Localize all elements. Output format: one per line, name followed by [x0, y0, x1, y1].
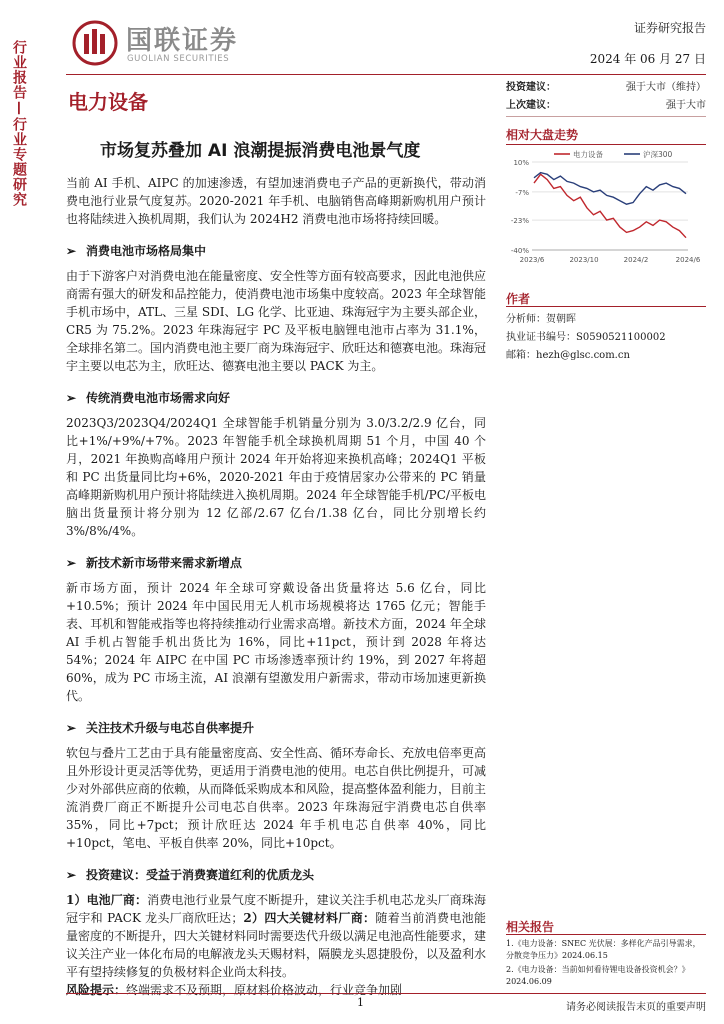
related-report-item[interactable]: 2.《电力设备：当前如何看待锂电设备投资机会？》2024.06.09	[506, 965, 690, 986]
y-tick-label: -40%	[510, 247, 529, 255]
header-rule	[66, 74, 706, 75]
intro-paragraph: 当前 AI 手机、AIPC 的加速渗透，有望加速消费电子产品的更新换代，带动消费电池行业景气度复苏。2020-2021 年手机、电脑销售高峰期新购机用户预计也将陆续进入换机周期，我们认为 2024H2 消费电池市场将持续回暖。	[66, 176, 486, 226]
email-label: 邮箱：	[506, 350, 536, 361]
cert-label: 执业证书编号：	[506, 332, 576, 343]
logo-mark-icon	[72, 20, 118, 66]
y-tick-label: -23%	[510, 217, 529, 226]
side-band-label-1: 行业报告	[11, 40, 27, 100]
related-reports-list	[506, 938, 706, 988]
investment-heading: ➢ 投资建议：受益于消费赛道红利的优质龙头	[66, 868, 315, 882]
email-link[interactable]: hezh@glsc.com.cn	[536, 350, 630, 361]
section-heading-3: ➢ 新技术新市场带来需求新增点	[66, 556, 243, 570]
author-block	[506, 312, 711, 364]
x-tick-label: 2024/2	[623, 256, 649, 264]
footer-disclaimer: 请务必阅读报告末页的重要声明	[566, 1002, 706, 1013]
side-band-separator: —	[11, 101, 27, 116]
cert-number: S0590521100002	[576, 332, 666, 343]
rating-previous-label: 上次建议：	[506, 100, 556, 111]
x-tick-label: 2024/6	[675, 256, 701, 264]
investment-paragraph	[66, 891, 486, 981]
brand-logo	[72, 18, 282, 70]
arrow-icon: ➢	[66, 556, 77, 570]
page-number: 1	[357, 996, 364, 1009]
x-tick-label: 2023/10	[569, 256, 599, 264]
related-rule	[506, 934, 706, 935]
risk-label: 风险提示：	[66, 983, 127, 997]
section-body-3: 新市场方面，预计 2024 年全球可穿戴设备出货量将达 5.6 亿台，同比+10.5%；预计 2024 年中国民用无人机市场规模将达 1765 亿元；智能手表、耳机和智能戒指等也将持续推动行业需求高增。新技术方面，2024 年全球 AI 手机占智能手机出货比为 16%，同比+11pct，预计到 2028 年将达 54%；2024 年 AIPC 在中国 PC 市场渗透率预计约 19%，到 2027 年将超 60%，成为 PC 市场主流，AI 浪潮有望激发用户新需求，带动市场加速更新换代。	[66, 581, 486, 703]
y-tick-label: -7%	[515, 188, 529, 197]
arrow-icon: ➢	[66, 391, 77, 405]
analyst-name: 贺朝晖	[546, 314, 576, 325]
chart-title-rule	[506, 144, 706, 145]
related-report-item[interactable]: 1.《电力设备：SNEC 光伏展：多样化产品引导需求，分散竞争压力》2024.06.15	[506, 939, 701, 960]
series-line-2	[534, 173, 686, 205]
risk-paragraph	[66, 981, 486, 999]
rating-current-label: 投资建议：	[506, 82, 556, 93]
arrow-icon: ➢	[66, 244, 77, 258]
doc-type: 证券研究报告	[633, 21, 706, 35]
section-heading-4: ➢ 关注技术升级与电芯自供率提升	[66, 721, 255, 735]
section-body-2: 2023Q3/2023Q4/2024Q1 全球智能手机销量分别为 3.0/3.2/2.9 亿台，同比+1%/+9%/+7%。2023 年智能手机全球换机周期 51 个月，中国 40 个月，2021 年换购高峰用户预计 2024 年开始将迎来换机高峰；2024Q1 平板和 PC 出货量同比均+6%，2020-2021 年由于疫情居家办公带来的 PC 销量高峰期新购机用户预计将陆续进入换机周期。2024 年全球智能手机/PC/平板电脑出货量预计将分别为 12 亿部/2.67 亿台/1.38 亿台，同比分别增长约 3%/8%/4%。	[66, 416, 486, 538]
section-heading-2: ➢ 传统消费电池市场需求向好	[66, 391, 231, 405]
page-title: 市场复苏叠加 AI 浪潮提振消费电池景气度	[100, 141, 421, 161]
side-band	[10, 40, 46, 207]
rating-block	[506, 78, 706, 112]
y-tick-label: 10%	[513, 159, 529, 167]
investment-label-1: 1）电池厂商：	[66, 893, 148, 907]
brand-name-en: GUOLIAN SECURITIES	[127, 54, 230, 64]
main-content	[66, 174, 486, 999]
brand-name-cn: 国联证券	[126, 26, 239, 56]
investment-text-1: 消费电池行业景气度不断提升，建议关注手机电芯龙头厂商珠海冠宇和 PACK 龙头厂商欣旺达；	[66, 893, 486, 925]
rating-previous-value: 强于大市	[666, 100, 706, 111]
chart-section-title: 相对大盘走势	[506, 128, 579, 142]
arrow-icon: ➢	[66, 868, 77, 882]
related-reports-title: 相关报告	[506, 920, 555, 934]
legend-label: 电力设备	[573, 150, 603, 159]
rating-rule	[506, 116, 706, 117]
relative-performance-chart	[506, 146, 706, 272]
section-heading-1: ➢ 消费电池市场格局集中	[66, 244, 207, 258]
author-rule	[506, 306, 706, 307]
investment-label-2: 2）四大关键材料厂商：	[243, 911, 376, 925]
section-body-4: 软包与叠片工艺由于具有能量密度高、安全性高、循环寿命长、充放电倍率更高且外形设计更灵活等优势，更适用于消费电池的使用。电芯自供比例提升，可减少对外部供应商的依赖，从而降低采购成本和风险，提高整体盈利能力，目前主流消费厂商正不断提升公司电芯自供率。2023 年珠海冠宇消费电芯自供率 35%，同比+7pct；预计欣旺达 2024 年手机电芯自供率 40%，同比+10pct，笔电、平板自供率 20%，同比+10pct。	[66, 746, 487, 850]
industry-name: 电力设备	[68, 90, 148, 114]
x-tick-label: 2023/6	[519, 256, 545, 264]
section-body-1: 由于下游客户对消费电池在能量密度、安全性等方面有较高要求，因此电池供应商需有强大的研发和品控能力，使消费电池市场集中度较高。2023 年全球智能手机市场中，ATL、三星 SDI、LG 化学、比亚迪、珠海冠宇为主要头部企业，CR5 为 75.2%。2023 年珠海冠宇 PC 及平板电脑锂电池市占率为 31.1%，全球排名第二。国内消费电池主要厂商为珠海冠宇、欣旺达和德赛电池。珠海冠宇主要以电芯为主，欣旺达、德赛电池主要以 PACK 为主。	[66, 269, 487, 373]
analyst-label: 分析师：	[506, 314, 546, 325]
investment-text-2: 随着当前消费电池能量密度的不断提升，四大关键材料同时需要迭代升级以满足电池高性能要求，建议关注产业一体化布局的电解液龙头天赐材料，隔膜龙头恩捷股份，以及盈利水平有望持续修复的负极材料企业尚太科技。	[66, 911, 487, 979]
risk-text: 终端需求不及预期，原材料价格波动，行业竞争加剧	[126, 983, 403, 997]
side-band-label-2: 行业专题研究	[11, 117, 27, 207]
arrow-icon: ➢	[66, 721, 77, 735]
rating-current-value: 强于大市（维持）	[626, 82, 706, 93]
author-section-title: 作者	[506, 292, 531, 306]
report-date: 2024 年 06 月 27 日	[589, 52, 706, 66]
legend-label: 沪深300	[643, 150, 673, 159]
footer-rule	[66, 993, 706, 994]
